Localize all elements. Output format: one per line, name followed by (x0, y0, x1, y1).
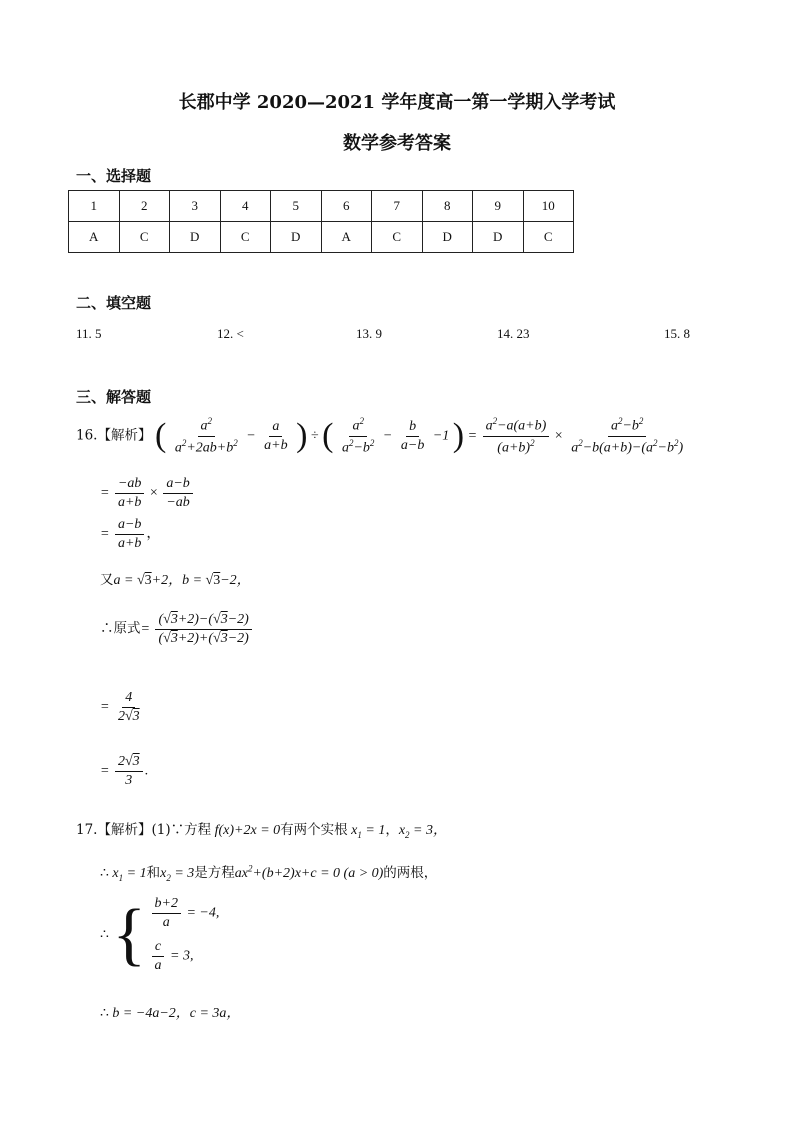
q16-step-1: = $\frac{-ab}{a+b}$ × $\frac{a-b}{-ab}$ (100, 476, 195, 511)
table-cell: A (69, 222, 120, 253)
q16-given: 又a = √3+2，b = √3−2， (100, 572, 251, 588)
q17-line-2: ∴ $x_1 = 1$和$x_2 = 3$是方程$ax^2+(b+2)x+c = 0$ (a > 0)的两根， (100, 863, 438, 883)
q16-step-3: = $\frac{4}{2√3}$ (100, 690, 140, 724)
table-cell: 10 (523, 191, 574, 222)
table-cell: C (220, 222, 271, 253)
table-cell: C (372, 222, 423, 253)
page-title: 长郡中学 2020—2021 学年度高一第一学期入学考试 (178, 92, 616, 113)
table-row (69, 191, 574, 222)
q17-line-3: ∴ b = −4a−2，c = 3a， (100, 1006, 241, 1021)
fill-answer: 11. 5 (76, 326, 102, 341)
table-cell: D (422, 222, 473, 253)
table-cell: 5 (271, 191, 322, 222)
q16-you: 又 (100, 572, 114, 588)
q16-expression: 16.【解析】 ( $\frac{a^2}{a^2+2ab+b^2}$ − $\frac{a}{a+b}$ ) ÷ ( $\frac{a^2}{a^2-b^2}$ − $\frac{b}{a-b}$ −1 ) = $\frac{a^2-a(a+b)}{(a+b)^2}$ × $\frac{a^2-b^2}{a^2-b(a+b)-(a^2-b^2)}$ (76, 416, 684, 456)
fill-answer: 15. 8 (664, 326, 690, 341)
table-cell: C (523, 222, 574, 253)
fill-answer: 14. 23 (497, 326, 530, 341)
table-cell: 1 (69, 191, 120, 222)
fill-answer: 12. < (217, 326, 244, 341)
q16-orig-label: ∴原式 (100, 620, 141, 637)
choice-answer-table (68, 190, 574, 253)
q16-substitute: ∴原式= $\frac{(√3+2)-(√3-2)}{(√3+2)+(√3-2)}$ (100, 612, 254, 647)
table-row (69, 222, 574, 253)
table-cell: D (271, 222, 322, 253)
section-fill-heading: 二、填空题 (76, 294, 152, 312)
table-cell: D (473, 222, 524, 253)
q16-result: = $\frac{2√3}{3}$ . (100, 754, 149, 788)
page-subtitle: 数学参考答案 (343, 133, 451, 154)
table-cell: 7 (372, 191, 423, 222)
section-solve-heading: 三、解答题 (76, 388, 152, 406)
q16-label: 16.【解析】 (76, 427, 152, 444)
table-cell: 3 (170, 191, 221, 222)
fill-answer: 13. 9 (356, 326, 382, 341)
table-cell: D (170, 222, 221, 253)
q17-line-1: 17.【解析】(1)∵方程 f(x)+2x = 0有两个实根 $x_1 = 1$，$x_2 = 3$， (76, 822, 447, 840)
table-cell: C (119, 222, 170, 253)
table-cell: 6 (321, 191, 372, 222)
section-choice-heading: 一、选择题 (76, 167, 152, 185)
table-cell: A (321, 222, 372, 253)
table-cell: 8 (422, 191, 473, 222)
q17-label: 17.【解析】 (76, 822, 152, 838)
table-cell: 4 (220, 191, 271, 222)
table-cell: 2 (119, 191, 170, 222)
q17-system: ∴ { $\frac{b+2}{a}$ = −4, $\frac{c}{a}$ = 3, (100, 896, 220, 973)
table-cell: 9 (473, 191, 524, 222)
q16-step-2: = $\frac{a-b}{a+b}$ ， (100, 517, 161, 551)
